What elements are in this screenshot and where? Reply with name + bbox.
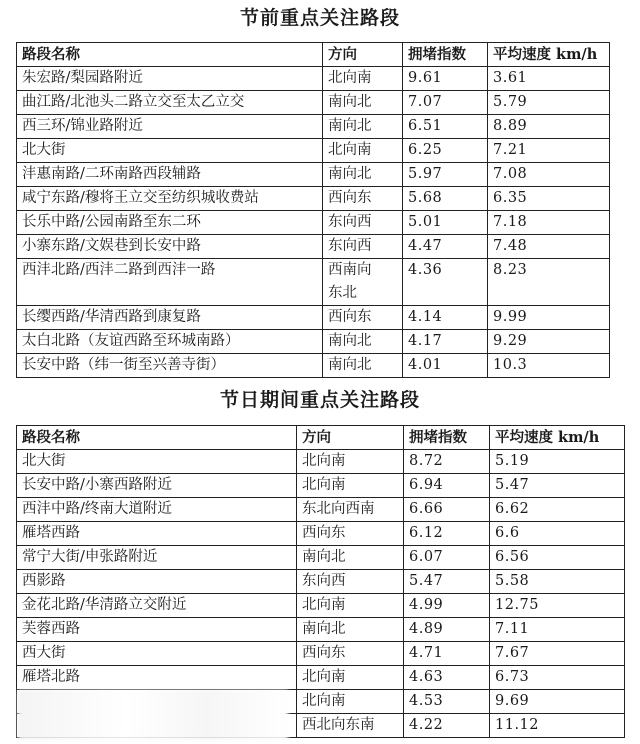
cell-index: 6.12 [404,522,490,546]
header-direction: 方向 [297,426,404,450]
cell-direction: 南向北 [323,91,403,115]
cell-index: 6.66 [404,498,490,522]
cell-index: 5.01 [403,211,488,235]
cell-direction: 北向南 [323,139,403,163]
cell-direction: 东向西 [323,235,403,259]
cell-direction: 南向北 [297,546,404,570]
cell-speed: 5.47 [490,474,625,498]
cell-direction: 北向南 [297,474,404,498]
table-row [17,235,610,259]
pre-holiday-table [16,42,610,378]
table-row [17,594,625,618]
cell-speed: 5.79 [488,91,610,115]
cell-road: 雁塔北路 [17,666,297,690]
cell-road: 北大街 [17,450,297,474]
cell-road: 曲江路/北池头二路立交至太乙立交 [17,91,323,115]
table-row [17,259,610,306]
table-row [17,474,625,498]
header-road: 路段名称 [17,426,297,450]
cell-direction: 西北向东南 [297,714,404,738]
cell-index: 4.14 [403,306,488,330]
cell-index: 7.07 [403,91,488,115]
cell-index: 4.01 [403,354,488,378]
cell-index: 8.72 [404,450,490,474]
table-row [17,330,610,354]
cell-index: 4.17 [403,330,488,354]
cell-speed: 6.73 [490,666,625,690]
cell-index: 5.47 [404,570,490,594]
table-row [17,666,625,690]
table-row [17,546,625,570]
cell-index: 5.97 [403,163,488,187]
cell-road: 金花北路/华清路立交附近 [17,594,297,618]
cell-speed: 6.35 [488,187,610,211]
cell-direction: 西向东 [297,522,404,546]
header-index: 拥堵指数 [403,43,488,67]
cell-index: 5.68 [403,187,488,211]
cell-direction: 西向东 [323,187,403,211]
cell-road: 常宁大街/申张路附近 [17,546,297,570]
table-row [17,642,625,666]
cell-road: 长安中路/小寨西路附近 [17,474,297,498]
cell-index: 4.36 [403,259,488,306]
table-row [17,570,625,594]
table-row [17,139,610,163]
cell-index: 4.89 [404,618,490,642]
table-row [17,187,610,211]
header-road: 路段名称 [17,43,323,67]
table-row [17,498,625,522]
cell-road: 北大街 [17,139,323,163]
cell-road: 长乐中路/公园南路至东二环 [17,211,323,235]
cell-road: 太白北路（友谊西路至环城南路） [17,330,323,354]
cell-speed: 8.89 [488,115,610,139]
table-header-row [17,43,610,67]
cell-direction: 南向北 [323,354,403,378]
table-row [17,354,610,378]
cell-direction: 东向西 [323,211,403,235]
cell-index: 6.51 [403,115,488,139]
cell-speed: 9.99 [488,306,610,330]
table-row [17,67,610,91]
cell-direction: 北向南 [297,594,404,618]
cell-index: 4.47 [403,235,488,259]
cell-road: 沣惠南路/二环南路西段辅路 [17,163,323,187]
cell-direction: 北向南 [297,666,404,690]
cell-road: 雁塔西路 [17,522,297,546]
cell-direction: 西向东 [297,642,404,666]
cell-road: 芙蓉西路 [17,618,297,642]
cell-speed: 5.58 [490,570,625,594]
cell-road: 小寨东路/文娱巷到长安中路 [17,235,323,259]
cell-index: 4.99 [404,594,490,618]
cell-index: 4.63 [404,666,490,690]
cell-road: 西大街 [17,642,297,666]
blurred-area [18,690,288,740]
cell-speed: 10.3 [488,354,610,378]
cell-speed: 12.75 [490,594,625,618]
cell-direction: 西南向 东北 [323,259,403,306]
cell-speed: 7.11 [490,618,625,642]
cell-speed: 8.23 [488,259,610,306]
cell-index: 6.94 [404,474,490,498]
header-direction: 方向 [323,43,403,67]
table-row [17,91,610,115]
cell-speed: 7.67 [490,642,625,666]
table-row [17,450,625,474]
cell-direction: 北向南 [297,450,404,474]
cell-road: 朱宏路/梨园路附近 [17,67,323,91]
table-row [17,115,610,139]
cell-speed: 7.21 [488,139,610,163]
cell-speed: 3.61 [488,67,610,91]
cell-index: 4.71 [404,642,490,666]
cell-road: 西沣北路/西沣二路到西沣一路 [17,259,323,306]
cell-speed: 7.48 [488,235,610,259]
cell-index: 9.61 [403,67,488,91]
cell-direction: 东向西 [297,570,404,594]
cell-index: 6.07 [404,546,490,570]
cell-road: 西三环/锦业路附近 [17,115,323,139]
cell-direction: 南向北 [323,115,403,139]
cell-direction: 北向南 [323,67,403,91]
cell-direction: 西向东 [323,306,403,330]
pre-holiday-title: 节前重点关注路段 [239,7,400,29]
table-row [17,306,610,330]
cell-speed: 7.08 [488,163,610,187]
table-header-row [17,426,625,450]
cell-speed: 7.18 [488,211,610,235]
cell-road: 西影路 [17,570,297,594]
cell-speed: 9.29 [488,330,610,354]
header-index: 拥堵指数 [404,426,490,450]
cell-speed: 6.62 [490,498,625,522]
table-row [17,163,610,187]
cell-direction: 南向北 [323,330,403,354]
cell-speed: 5.19 [490,450,625,474]
cell-speed: 6.6 [490,522,625,546]
table-row [17,522,625,546]
table-row [17,211,610,235]
cell-index: 4.53 [404,690,490,714]
header-speed: 平均速度 km/h [488,43,610,67]
cell-direction: 南向北 [323,163,403,187]
holiday-title: 节日期间重点关注路段 [219,389,420,411]
header-speed: 平均速度 km/h [490,426,625,450]
cell-road: 长缨西路/华清西路到康复路 [17,306,323,330]
cell-road: 咸宁东路/穆将王立交至纺织城收费站 [17,187,323,211]
cell-direction: 北向南 [297,690,404,714]
cell-index: 4.22 [404,714,490,738]
cell-direction: 南向北 [297,618,404,642]
cell-road: 西沣中路/终南大道附近 [17,498,297,522]
cell-speed: 9.69 [490,690,625,714]
table-row [17,618,625,642]
cell-road: 长安中路（纬一街至兴善寺街） [17,354,323,378]
cell-speed: 6.56 [490,546,625,570]
cell-speed: 11.12 [490,714,625,738]
cell-direction: 东北向西南 [297,498,404,522]
cell-index: 6.25 [403,139,488,163]
